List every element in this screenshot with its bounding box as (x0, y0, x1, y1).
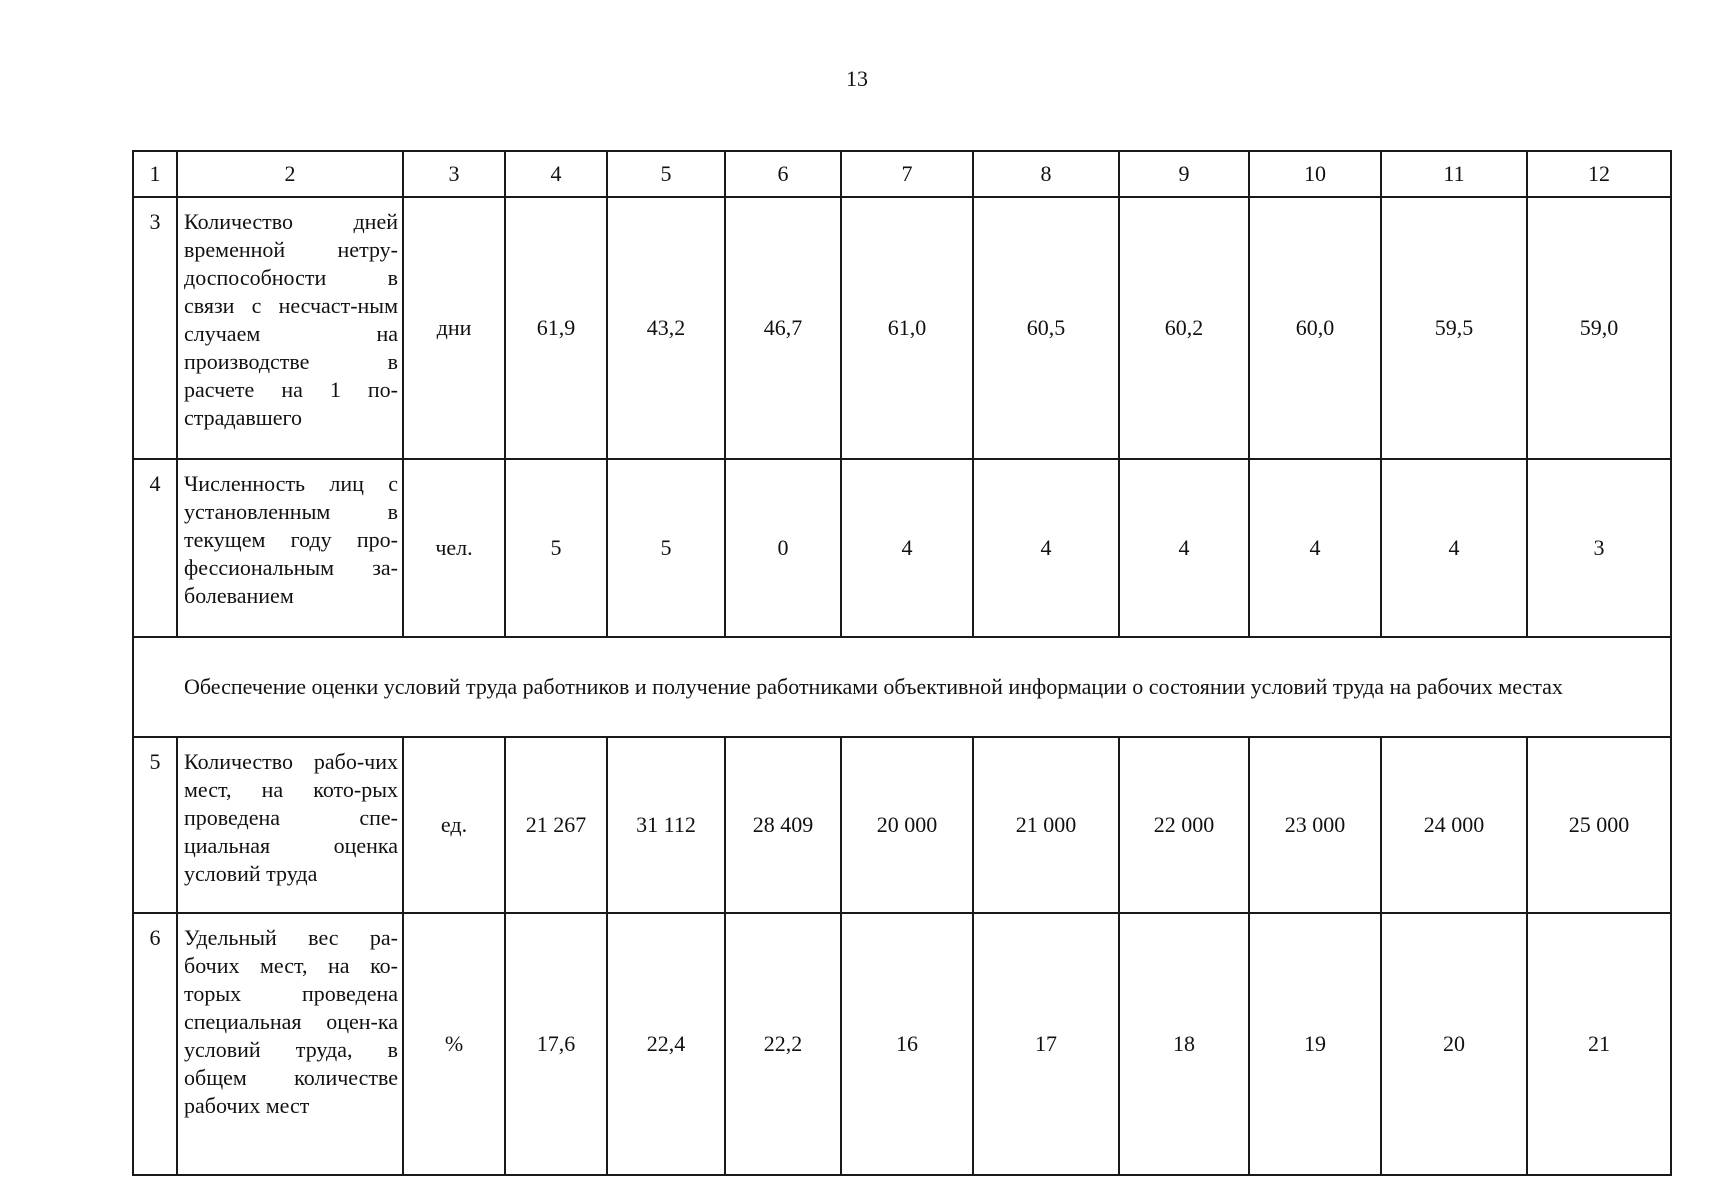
header-cell: 1 (133, 151, 177, 197)
value-cell: 17 (973, 913, 1119, 1175)
row-unit: чел. (403, 459, 505, 637)
value-cell: 16 (841, 913, 973, 1175)
header-cell: 12 (1527, 151, 1671, 197)
value-cell: 46,7 (725, 197, 841, 459)
table-row (133, 737, 1671, 913)
value-cell: 21 000 (973, 737, 1119, 913)
page-number: 13 (846, 66, 868, 91)
value-cell: 23 000 (1249, 737, 1381, 913)
row-description: Численность лиц с установленным в текущем году про-фессиональным за-болеванием (177, 459, 403, 637)
value-cell: 60,0 (1249, 197, 1381, 459)
value-cell: 19 (1249, 913, 1381, 1175)
value-cell: 59,5 (1381, 197, 1527, 459)
value-cell: 20 (1381, 913, 1527, 1175)
header-cell: 6 (725, 151, 841, 197)
header-cell: 8 (973, 151, 1119, 197)
header-cell: 7 (841, 151, 973, 197)
value-cell: 4 (1249, 459, 1381, 637)
value-cell: 59,0 (1527, 197, 1671, 459)
table-header-row (133, 151, 1671, 197)
value-cell: 28 409 (725, 737, 841, 913)
value-cell: 22 000 (1119, 737, 1249, 913)
header-cell: 9 (1119, 151, 1249, 197)
row-description: Количество рабо-чих мест, на кото-рых проведена спе-циальная оценка условий труда (177, 737, 403, 913)
row-unit: дни (403, 197, 505, 459)
value-cell: 21 (1527, 913, 1671, 1175)
header-cell: 11 (1381, 151, 1527, 197)
row-number: 4 (133, 459, 177, 637)
value-cell: 43,2 (607, 197, 725, 459)
value-cell: 18 (1119, 913, 1249, 1175)
value-cell: 22,2 (725, 913, 841, 1175)
value-cell: 4 (1119, 459, 1249, 637)
row-description: Удельный вес ра-бочих мест, на ко-торых проведена специальная оцен-ка условий труда, в общем количестве рабочих мест (177, 913, 403, 1175)
value-cell: 4 (841, 459, 973, 637)
table-row (133, 197, 1671, 459)
table-row (133, 913, 1671, 1175)
value-cell: 60,2 (1119, 197, 1249, 459)
header-cell: 4 (505, 151, 607, 197)
header-cell: 10 (1249, 151, 1381, 197)
value-cell: 17,6 (505, 913, 607, 1175)
table-row (133, 459, 1671, 637)
header-cell: 2 (177, 151, 403, 197)
row-unit: % (403, 913, 505, 1175)
value-cell: 22,4 (607, 913, 725, 1175)
value-cell: 31 112 (607, 737, 725, 913)
row-number: 6 (133, 913, 177, 1175)
row-unit: ед. (403, 737, 505, 913)
value-cell: 20 000 (841, 737, 973, 913)
value-cell: 61,0 (841, 197, 973, 459)
value-cell: 4 (973, 459, 1119, 637)
indicators-table (132, 150, 1672, 1176)
section-row (133, 637, 1671, 737)
value-cell: 24 000 (1381, 737, 1527, 913)
value-cell: 5 (607, 459, 725, 637)
header-cell: 5 (607, 151, 725, 197)
header-cell: 3 (403, 151, 505, 197)
row-number: 5 (133, 737, 177, 913)
value-cell: 60,5 (973, 197, 1119, 459)
value-cell: 3 (1527, 459, 1671, 637)
value-cell: 61,9 (505, 197, 607, 459)
row-description: Количество дней временной нетру-доспособности в связи с несчаст-ным случаем на производстве в расчете на 1 по-страдавшего (177, 197, 403, 459)
section-heading: Обеспечение оценки условий труда работников и получение работниками объективной информации о состоянии условий труда на рабочих местах (133, 637, 1671, 737)
value-cell: 5 (505, 459, 607, 637)
value-cell: 0 (725, 459, 841, 637)
value-cell: 25 000 (1527, 737, 1671, 913)
value-cell: 21 267 (505, 737, 607, 913)
value-cell: 4 (1381, 459, 1527, 637)
row-number: 3 (133, 197, 177, 459)
